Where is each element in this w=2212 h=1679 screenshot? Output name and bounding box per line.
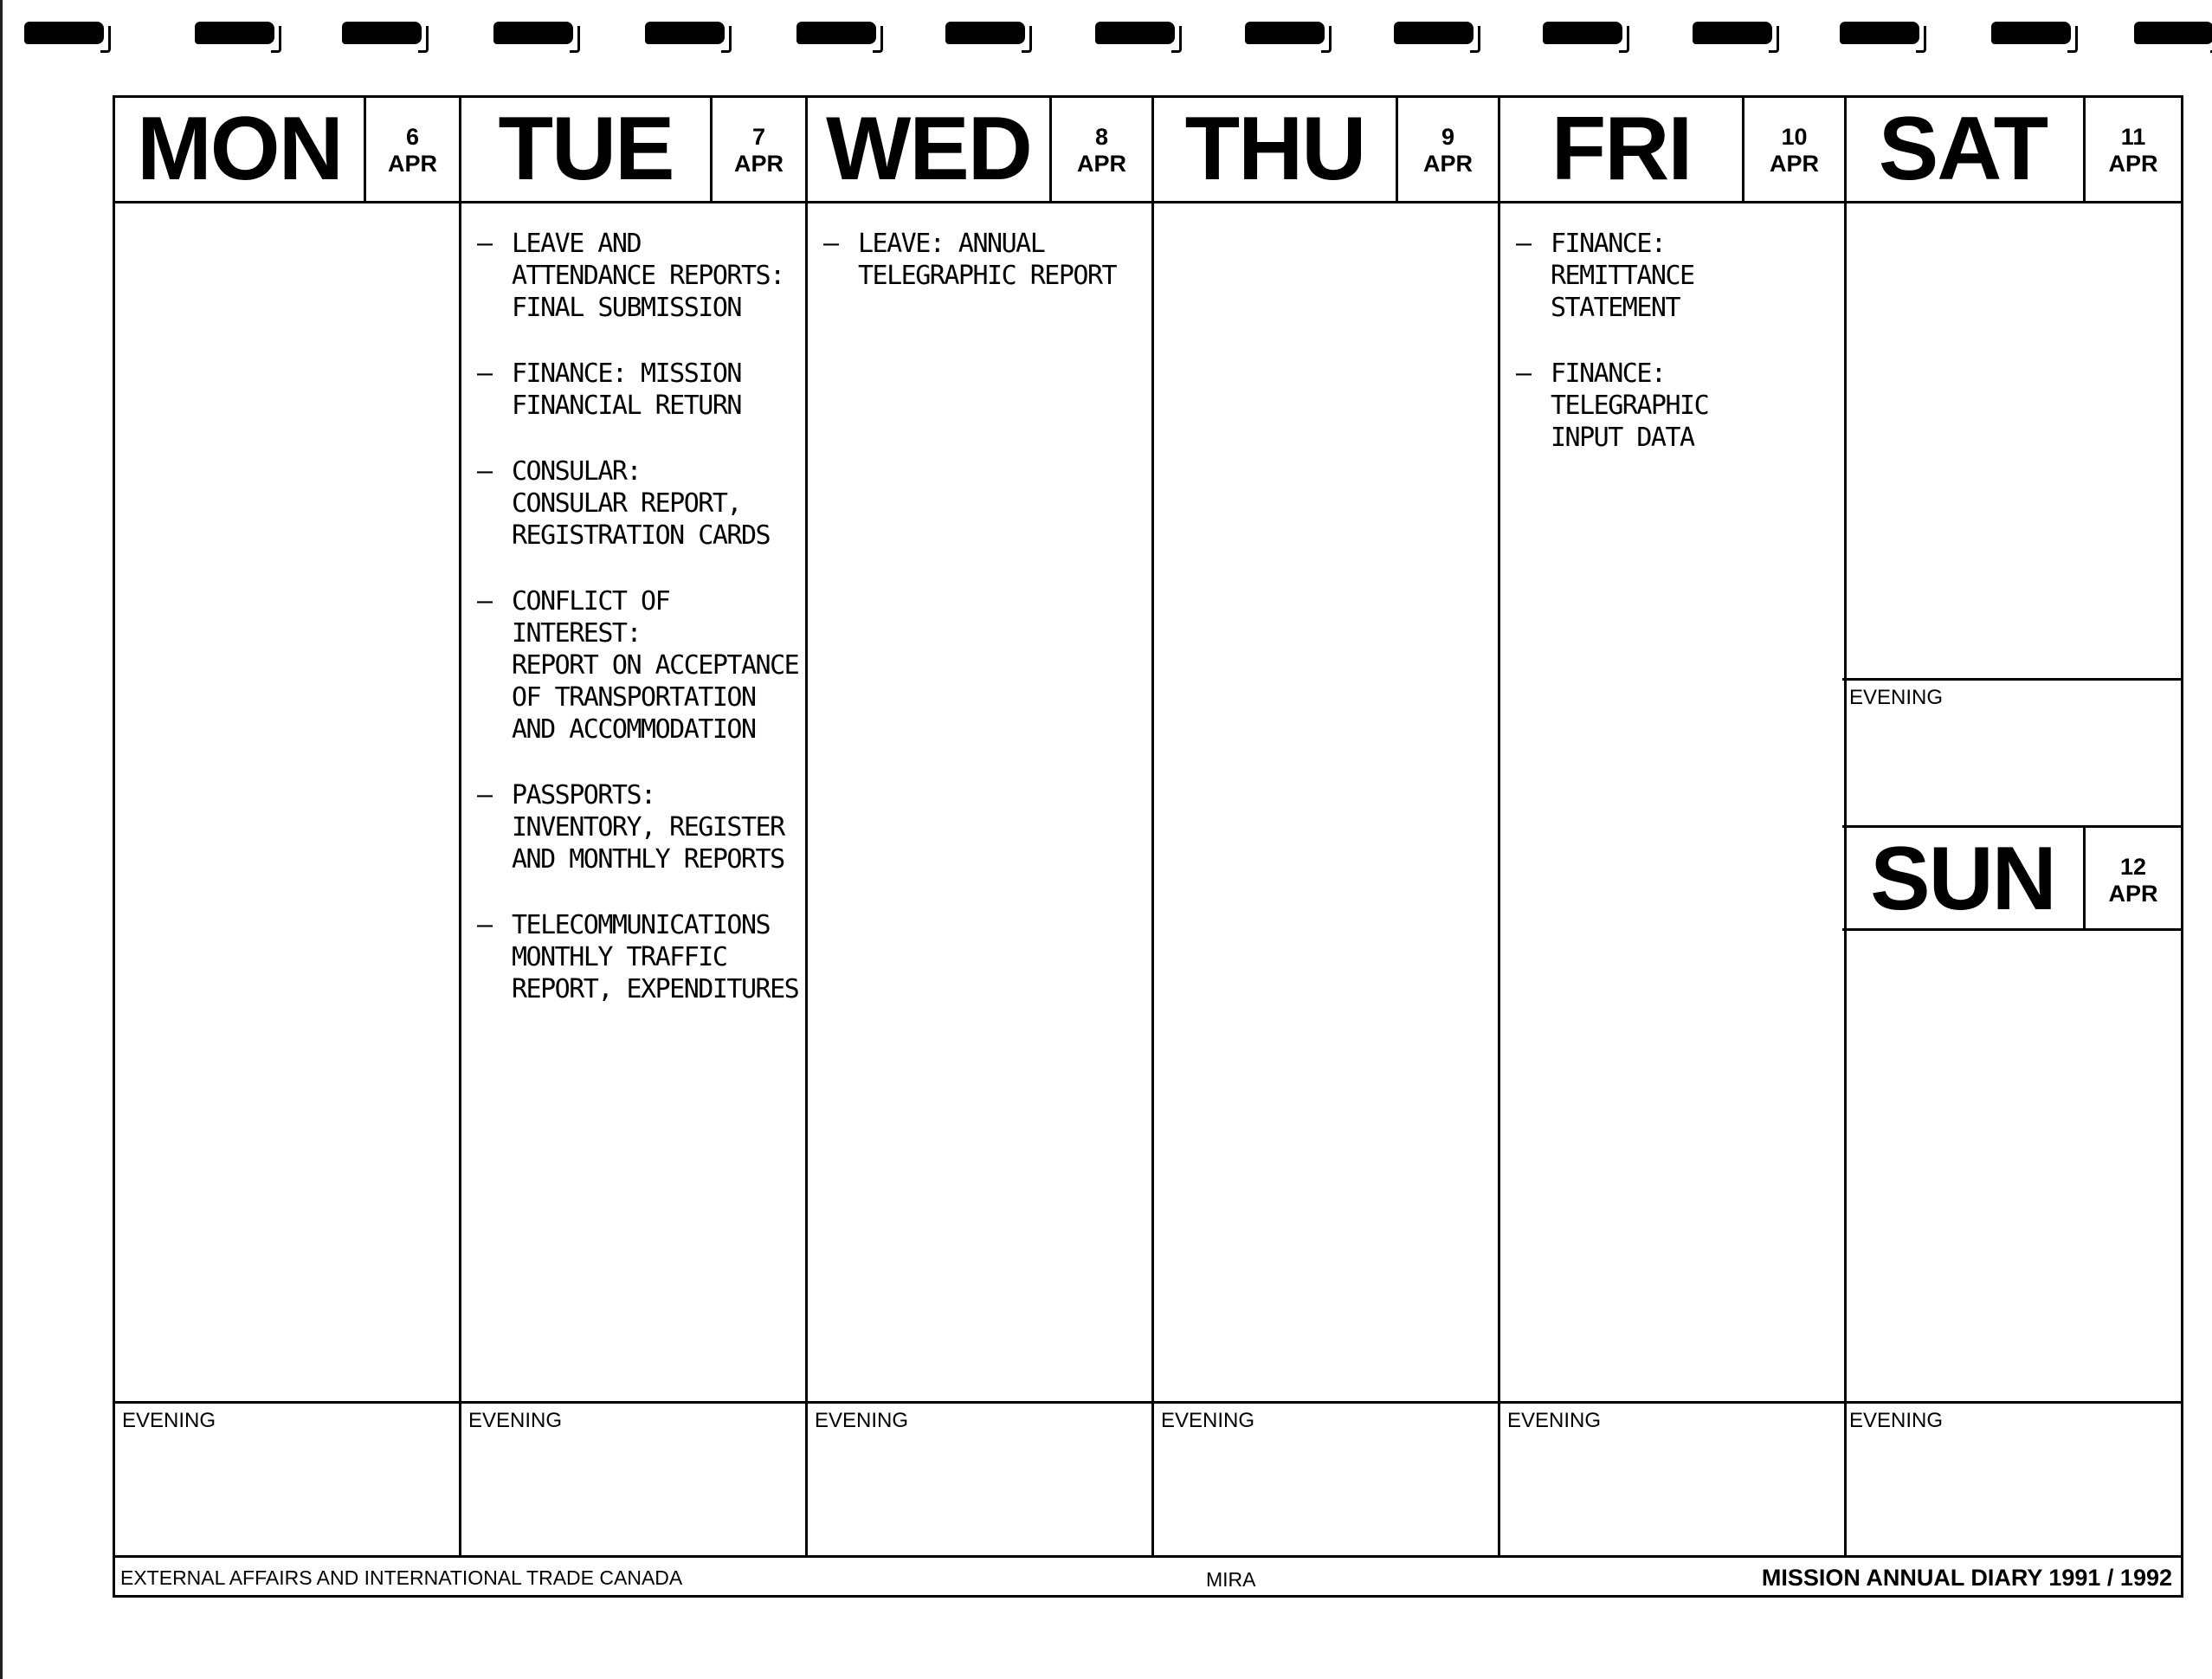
sat-header (1842, 98, 2181, 203)
task-dash: — (477, 586, 492, 617)
day-header (1154, 98, 1498, 203)
task-item (477, 779, 802, 875)
task-dash: — (477, 229, 492, 259)
date-box (1398, 98, 1498, 201)
evening-label: EVENING (122, 1409, 216, 1432)
day-number: 7 (751, 124, 766, 150)
binding-hole (24, 17, 111, 52)
month-label: APR (1422, 151, 1473, 177)
evening-label: EVENING (1507, 1409, 1602, 1432)
task-text: CONFLICT OF INTEREST: REPORT ON ACCEPTANCE OF TRANSPORTATION AND ACCOMMODATION (512, 586, 799, 745)
binding-hole (645, 17, 732, 52)
binding-hole (1245, 17, 1332, 52)
binding-hole (1991, 17, 2078, 52)
evening-section (1500, 1401, 1844, 1558)
task-item (477, 358, 802, 422)
day-column-wed (808, 98, 1154, 1558)
task-text: FINANCE: REMITTANCE STATEMENT (1551, 229, 1694, 323)
binding-hole (1840, 17, 1926, 52)
binding-hole (1543, 17, 1629, 52)
day-name: WED (808, 98, 1052, 201)
binding-hole (2134, 17, 2212, 52)
date-box (366, 98, 459, 201)
month-label: APR (1769, 151, 1819, 177)
date-box (2086, 828, 2181, 931)
day-column-thu (1154, 98, 1500, 1558)
month-label: APR (2108, 881, 2158, 907)
task-text: PASSPORTS: INVENTORY, REGISTER AND MONTHLY REPORTS (512, 780, 784, 875)
footer-diary-title: MISSION ANNUAL DIARY 1991 / 1992 (1761, 1565, 2172, 1591)
date-box (2086, 98, 2181, 201)
day-number: 11 (2120, 124, 2146, 150)
evening-label: EVENING (468, 1409, 563, 1432)
footer-organization: EXTERNAL AFFAIRS AND INTERNATIONAL TRADE CANADA (120, 1566, 683, 1589)
diary-footer (115, 1555, 2181, 1595)
day-name: SAT (1842, 98, 2086, 201)
binding-hole (945, 17, 1032, 52)
task-dash: — (477, 910, 492, 940)
task-item (477, 455, 802, 552)
task-list (477, 228, 802, 1039)
day-name: THU (1154, 98, 1398, 201)
task-item (823, 228, 1148, 292)
date-box (1052, 98, 1151, 201)
day-number: 10 (1781, 124, 1808, 150)
sun-evening (1842, 1401, 2181, 1558)
binding-hole (1693, 17, 1779, 52)
month-label: APR (1076, 151, 1126, 177)
month-label: APR (387, 151, 437, 177)
day-column-tue (461, 98, 808, 1558)
day-column-mon (115, 98, 461, 1558)
task-item (477, 585, 802, 746)
task-text: FINANCE: TELEGRAPHIC INPUT DATA (1551, 358, 1709, 453)
binding-holes (0, 17, 2212, 69)
task-text: FINANCE: MISSION FINANCIAL RETURN (512, 358, 741, 421)
week-frame (113, 95, 2183, 1598)
task-text: LEAVE: ANNUAL TELEGRAPHIC REPORT (858, 229, 1117, 291)
sun-header (1842, 825, 2181, 931)
evening-section (461, 1401, 805, 1558)
day-header (461, 98, 805, 203)
binding-hole (342, 17, 429, 52)
day-name: MON (115, 98, 366, 201)
binding-hole (195, 17, 281, 52)
sat-evening (1842, 678, 2181, 825)
task-dash: — (1516, 358, 1531, 389)
task-item (477, 909, 802, 1005)
binding-edge (0, 0, 3, 1679)
footer-code: MIRA (1206, 1568, 1256, 1591)
binding-hole (1394, 17, 1480, 52)
task-text: TELECOMMUNICATIONS MONTHLY TRAFFIC REPORT, EXPENDITURES (512, 910, 799, 1004)
day-name: SUN (1842, 828, 2086, 931)
day-name: TUE (461, 98, 713, 201)
evening-label: EVENING (1849, 686, 1944, 709)
day-number: 9 (1441, 124, 1455, 150)
day-column-fri (1500, 98, 1847, 1558)
task-dash: — (477, 780, 492, 810)
task-item (1516, 358, 1841, 454)
task-dash: — (823, 229, 838, 259)
task-dash: — (477, 456, 492, 487)
evening-section (808, 1401, 1151, 1558)
evening-label: EVENING (1161, 1409, 1255, 1432)
binding-hole (796, 17, 883, 52)
task-text: LEAVE AND ATTENDANCE REPORTS: FINAL SUBMISSION (512, 229, 784, 323)
binding-hole (493, 17, 580, 52)
day-number: 6 (405, 124, 420, 150)
day-number: 8 (1094, 124, 1109, 150)
day-name: FRI (1500, 98, 1744, 201)
task-list (823, 228, 1148, 326)
month-label: APR (733, 151, 784, 177)
weekend-column (1842, 98, 2181, 1558)
day-header (115, 98, 459, 203)
evening-section (1154, 1401, 1498, 1558)
binding-hole (1095, 17, 1182, 52)
month-label: APR (2108, 151, 2158, 177)
day-header (1500, 98, 1844, 203)
task-text: CONSULAR: CONSULAR REPORT, REGISTRATION CARDS (512, 456, 771, 551)
evening-section (115, 1401, 459, 1558)
task-dash: — (477, 358, 492, 389)
evening-label: EVENING (815, 1409, 909, 1432)
task-dash: — (1516, 229, 1531, 259)
task-item (1516, 228, 1841, 324)
date-box (1744, 98, 1844, 201)
date-box (713, 98, 805, 201)
day-number: 12 (2119, 854, 2147, 880)
task-list (1516, 228, 1841, 488)
day-header (808, 98, 1151, 203)
task-item (477, 228, 802, 324)
evening-label: EVENING (1849, 1409, 1944, 1432)
